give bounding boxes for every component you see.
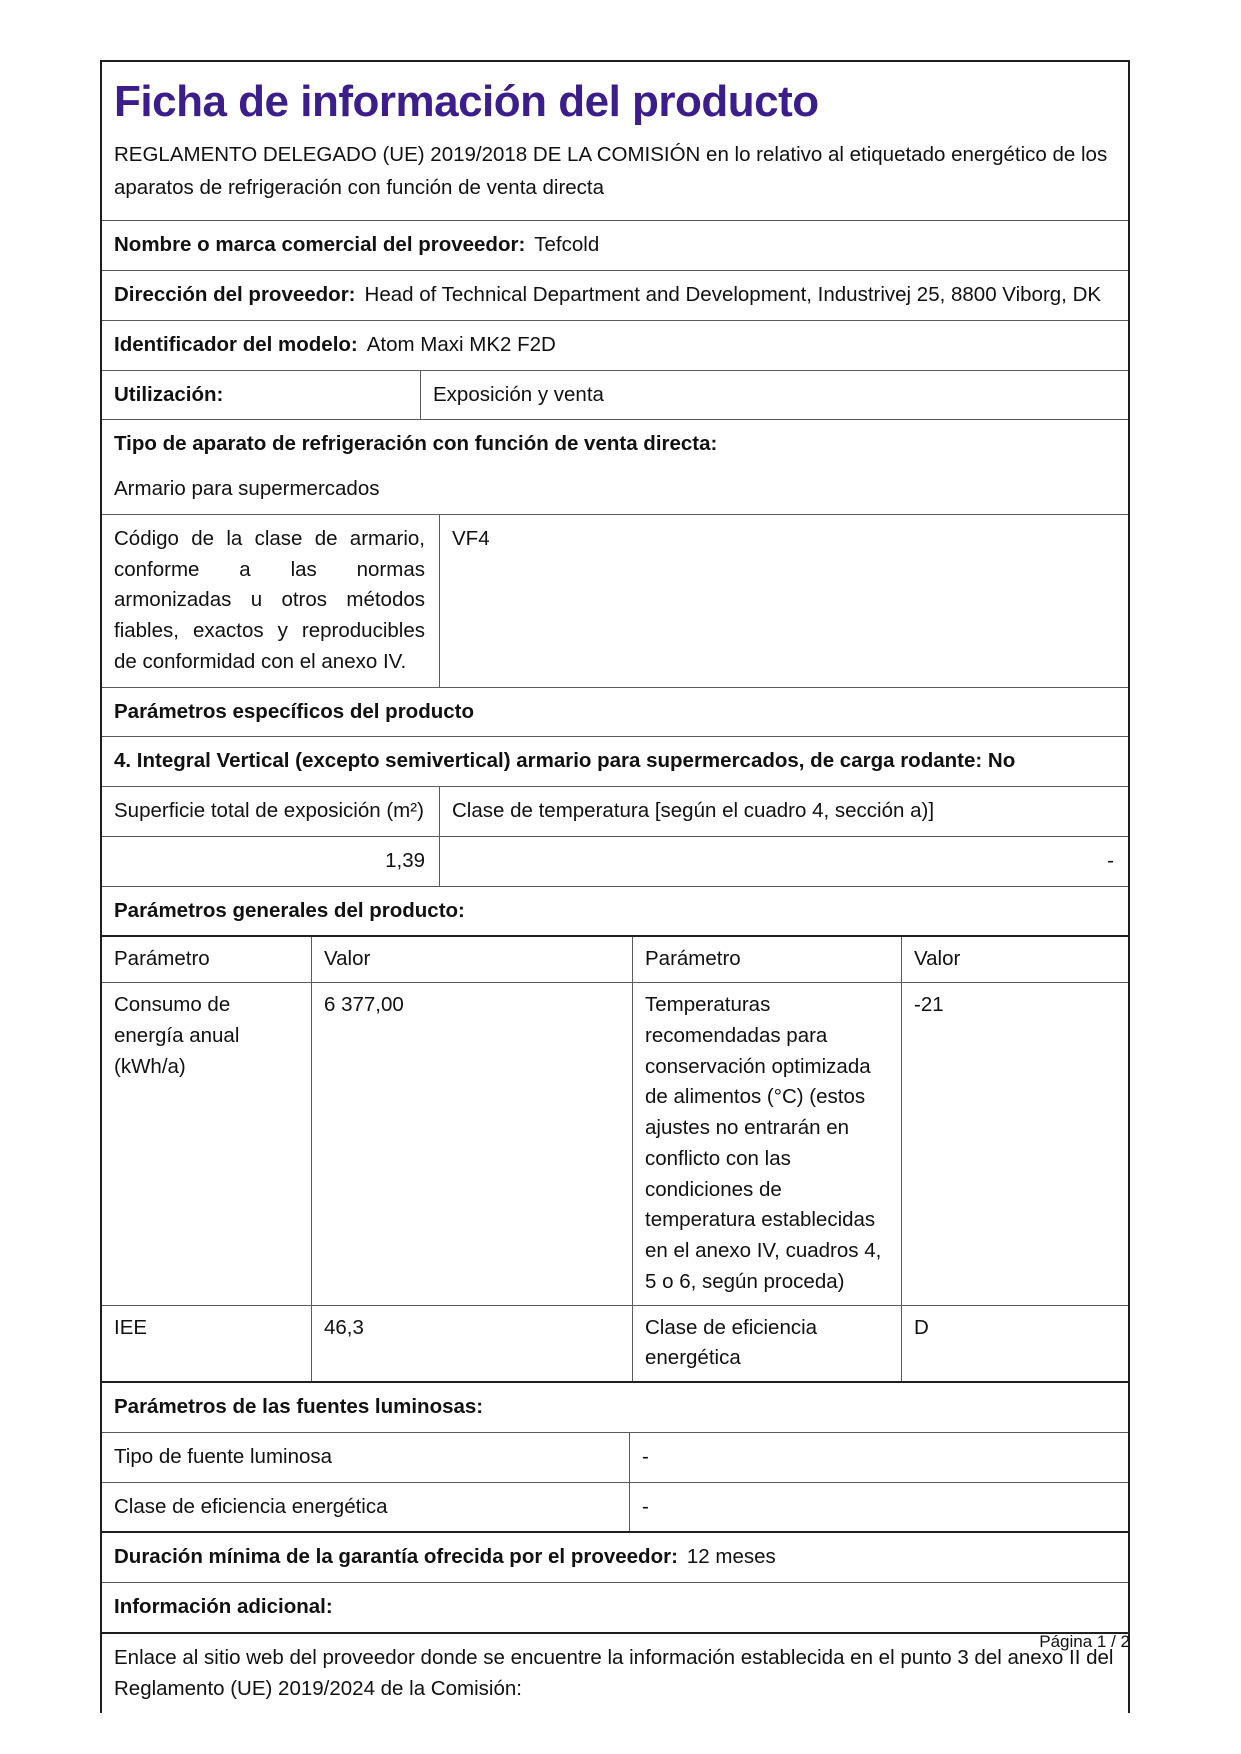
row-appliance-type	[102, 419, 1128, 514]
section-general-parameters: Parámetros generales del producto:	[102, 886, 1128, 936]
param-temperatures-value: -21	[901, 983, 1128, 1305]
light-source-class-label: Clase de eficiencia energética	[114, 1494, 388, 1518]
header-valor-1: Valor	[311, 937, 632, 982]
row-supplier-address	[102, 270, 1128, 320]
row-cabinet-class	[102, 514, 1128, 687]
warranty-label: Duración mínima de la garantía ofrecida por el proveedor:	[114, 1545, 678, 1569]
section-light-sources: Parámetros de las fuentes luminosas:	[102, 1381, 1128, 1432]
temperature-class-label: Clase de temperatura [según el cuadro 4, sección a)]	[439, 787, 1128, 836]
param-energy-value: 6 377,00	[311, 983, 632, 1305]
use-label: Utilización:	[114, 382, 224, 406]
table-row-iee	[102, 1305, 1128, 1382]
param-temperatures-label: Temperaturas recomendadas para conservación optimizada de alimentos (°C) (estos ajustes no entrarán en conflicto con las condiciones de temperatura establecidas en el anexo IV, cuadros 4, 5 o 6, según proceda)	[632, 983, 901, 1305]
header-valor-2: Valor	[901, 937, 1128, 982]
cabinet-class-label: Código de la clase de armario, conforme a las normas armonizadas u otros métodos fiables, exactos y reproducibles de conformidad con el anexo IV.	[114, 526, 425, 673]
row-use	[102, 370, 1128, 420]
product-fiche-box	[100, 60, 1130, 1713]
header-parametro-1: Parámetro	[114, 947, 210, 971]
model-identifier-value: Atom Maxi MK2 F2D	[366, 332, 556, 356]
regulation-text: REGLAMENTO DELEGADO (UE) 2019/2018 DE LA COMISIÓN en lo relativo al etiquetado energético de los aparatos de refrigeración con función de venta directa	[114, 142, 1108, 199]
cabinet-class-value: VF4	[439, 515, 1128, 687]
appliance-type-label: Tipo de aparato de refrigeración con función de venta directa:	[114, 432, 718, 456]
param-efficiency-label: Clase de eficiencia energética	[632, 1306, 901, 1382]
section-additional-info: Información adicional:	[102, 1582, 1128, 1632]
supplier-name-label: Nombre o marca comercial del proveedor:	[114, 233, 526, 257]
row-warranty	[102, 1531, 1128, 1582]
general-parameters-header-row	[102, 935, 1128, 982]
category-line: 4. Integral Vertical (excepto semivertical) armario para supermercados, de carga rodante: No	[102, 736, 1128, 786]
warranty-value: 12 meses	[686, 1545, 776, 1569]
row-supplier-name	[102, 220, 1128, 270]
row-supplier-website: Enlace al sitio web del proveedor donde se encuentre la información establecida en el punto 3 del anexo II del Reglamento (UE) 2019/2024 de la Comisión:	[102, 1632, 1128, 1714]
light-source-type-value: -	[629, 1433, 1128, 1482]
row-light-source-class	[102, 1482, 1128, 1532]
table-row-energy	[102, 982, 1128, 1305]
param-iee-value: 46,3	[311, 1306, 632, 1382]
supplier-address-value: Head of Technical Department and Development, Industrivej 25, 8800 Viborg, DK	[364, 283, 1102, 307]
row-display-area-header	[102, 786, 1128, 836]
row-display-area-values	[102, 836, 1128, 886]
header-parametro-2: Parámetro	[632, 937, 901, 982]
display-area-value: 1,39	[385, 848, 425, 872]
section-specific-parameters: Parámetros específicos del producto	[102, 687, 1128, 737]
supplier-name-value: Tefcold	[534, 233, 600, 257]
supplier-address-label: Dirección del proveedor:	[114, 283, 356, 307]
row-light-source-type	[102, 1432, 1128, 1482]
param-iee-label: IEE	[114, 1315, 148, 1339]
temperature-class-value: -	[439, 837, 1128, 886]
light-source-type-label: Tipo de fuente luminosa	[114, 1444, 333, 1468]
appliance-type-value: Armario para supermercados	[114, 477, 380, 501]
param-efficiency-value: D	[901, 1306, 1128, 1382]
page-title: Ficha de información del producto	[114, 77, 819, 126]
param-energy-label: Consumo de energía anual (kWh/a)	[114, 993, 240, 1078]
row-model-identifier	[102, 320, 1128, 370]
model-identifier-label: Identificador del modelo:	[114, 332, 358, 356]
light-source-class-value: -	[629, 1483, 1128, 1532]
page-number: Página 1 / 2	[1039, 1632, 1130, 1651]
display-area-label: Superficie total de exposición (m²)	[114, 799, 424, 823]
use-value: Exposición y venta	[420, 371, 1128, 420]
